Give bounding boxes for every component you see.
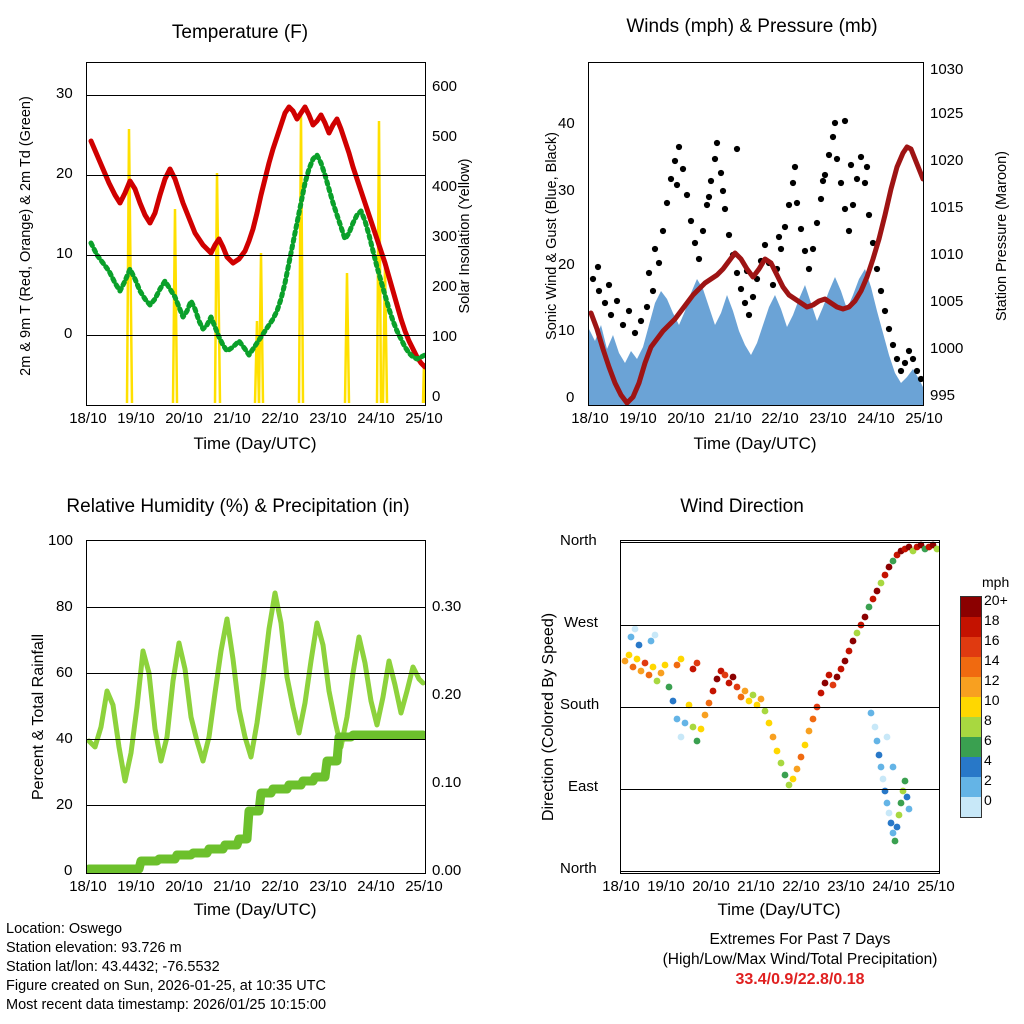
gridline xyxy=(87,255,425,256)
humidity-title: Relative Humidity (%) & Precipitation (in) xyxy=(66,496,410,517)
winds-ylabel-right: Station Pressure (Maroon) xyxy=(994,150,1010,322)
winddirection-ytick: North xyxy=(560,860,597,877)
winds-ylabel-left: Sonic Wind & Gust (Blue, Black) xyxy=(544,132,560,340)
gridline xyxy=(87,335,425,336)
winddirection-xtick: 21/10 xyxy=(737,878,775,895)
humidity-ytick-left: 20 xyxy=(56,796,73,813)
winds-ytick-right: 1015 xyxy=(930,199,964,216)
gridline xyxy=(621,625,939,626)
winddirection-title: Wind Direction xyxy=(680,496,804,517)
legend-label: 18 xyxy=(984,612,1000,628)
latlon-line: Station lat/lon: 43.4432; -76.5532 xyxy=(6,959,220,975)
winds-xlabel: Time (Day/UTC) xyxy=(693,434,817,453)
temperature-xtick: 22/10 xyxy=(261,410,299,427)
humidity-xtick: 22/10 xyxy=(261,878,299,895)
temperature-xtick: 21/10 xyxy=(213,410,251,427)
humidity-ytick-left: 0 xyxy=(64,862,73,879)
extremes-heading: Extremes For Past 7 Days xyxy=(709,931,891,948)
humidity-plot-area xyxy=(86,540,426,874)
extremes-values: 33.4/0.9/22.8/0.18 xyxy=(735,971,865,988)
temperature-ytick-right: 600 xyxy=(432,78,458,95)
winds-title: Winds (mph) & Pressure (mb) xyxy=(626,16,878,37)
gridline xyxy=(621,789,939,790)
winddirection-xtick: 24/10 xyxy=(872,878,910,895)
humidity-ytick-right: 0.10 xyxy=(432,774,462,791)
humidity-xtick: 23/10 xyxy=(309,878,347,895)
humidity-xtick: 25/10 xyxy=(405,878,443,895)
humidity-ytick-left: 60 xyxy=(56,664,73,681)
temperature-ytick-right: 400 xyxy=(432,178,458,195)
legend-label: 10 xyxy=(984,692,1000,708)
temperature-xtick: 18/10 xyxy=(69,410,107,427)
panel-winds xyxy=(512,0,1024,453)
temperature-ytick-left: 0 xyxy=(64,325,73,342)
humidity-ytick-right: 0.30 xyxy=(432,598,462,615)
panel-winddirection xyxy=(512,490,1024,919)
winddirection-xtick: 18/10 xyxy=(602,878,640,895)
winds-ytick-left: 0 xyxy=(566,389,575,406)
panel-temperature xyxy=(0,0,473,453)
extremes-subheading: (High/Low/Max Wind/Total Precipitation) xyxy=(662,951,938,968)
winds-series-svg xyxy=(589,63,923,405)
winddirection-ytick: West xyxy=(564,614,598,631)
temperature-title: Temperature (F) xyxy=(171,22,309,43)
temperature-xtick: 25/10 xyxy=(405,410,443,427)
humidity-series-svg xyxy=(87,541,425,873)
humidity-xlabel: Time (Day/UTC) xyxy=(193,900,317,919)
temperature-xtick: 19/10 xyxy=(117,410,155,427)
legend-label: 16 xyxy=(984,632,1000,648)
winds-xtick: 23/10 xyxy=(809,410,847,427)
winddirection-xtick: 25/10 xyxy=(917,878,955,895)
gridline xyxy=(87,805,425,806)
winds-ytick-left: 20 xyxy=(558,256,575,273)
gridline xyxy=(87,175,425,176)
temperature-ytick-right: 300 xyxy=(432,228,458,245)
legend-label: 6 xyxy=(984,732,992,748)
winds-xtick: 24/10 xyxy=(857,410,895,427)
humidity-xtick: 21/10 xyxy=(213,878,251,895)
temperature-xlabel: Time (Day/UTC) xyxy=(193,434,317,453)
gridline xyxy=(87,95,425,96)
winds-xtick: 19/10 xyxy=(619,410,657,427)
humidity-xtick: 18/10 xyxy=(69,878,107,895)
temperature-xtick: 23/10 xyxy=(309,410,347,427)
winds-ytick-right: 1025 xyxy=(930,105,964,122)
temperature-ytick-left: 10 xyxy=(56,245,73,262)
humidity-ytick-right: 0.00 xyxy=(432,862,462,879)
temperature-ytick-right: 200 xyxy=(432,278,458,295)
humidity-ytick-left: 40 xyxy=(56,730,73,747)
winddirection-plot-area xyxy=(620,540,940,874)
humidity-xtick: 19/10 xyxy=(117,878,155,895)
winddirection-ytick: East xyxy=(568,778,599,795)
legend-label: 14 xyxy=(984,652,1000,668)
recent-data-line: Most recent data timestamp: 2026/01/25 10:15:00 xyxy=(6,997,327,1013)
elevation-line: Station elevation: 93.726 m xyxy=(6,940,182,956)
temperature-ytick-left: 30 xyxy=(56,85,73,102)
temperature-ytick-right: 100 xyxy=(432,328,458,345)
figure-created-line: Figure created on Sun, 2026-01-25, at 10:35 UTC xyxy=(6,978,326,994)
legend-title: mph xyxy=(982,574,1010,590)
winddirection-xlabel: Time (Day/UTC) xyxy=(717,900,841,919)
winddirection-ytick: North xyxy=(560,532,597,549)
humidity-ytick-left: 100 xyxy=(48,532,74,549)
legend-label: 4 xyxy=(984,752,992,768)
winds-xtick: 21/10 xyxy=(714,410,752,427)
winds-ytick-left: 40 xyxy=(558,115,575,132)
winddirection-xtick: 20/10 xyxy=(692,878,730,895)
winds-plot-area xyxy=(588,62,924,406)
gridline xyxy=(621,707,939,708)
legend-label: 12 xyxy=(984,672,1000,688)
gridline xyxy=(87,607,425,608)
winds-ytick-left: 30 xyxy=(558,182,575,199)
humidity-xtick: 20/10 xyxy=(165,878,203,895)
winds-xtick: 22/10 xyxy=(761,410,799,427)
winds-ytick-left: 10 xyxy=(558,322,575,339)
temperature-ylabel-left: 2m & 9m T (Red, Orange) & 2m Td (Green) xyxy=(18,96,34,376)
winddirection-ytick: South xyxy=(560,696,600,713)
gridline xyxy=(87,739,425,740)
temperature-ytick-right: 500 xyxy=(432,128,458,145)
temperature-ytick-right: 0 xyxy=(432,388,441,405)
humidity-ytick-right: 0.20 xyxy=(432,686,462,703)
winddirection-xtick: 23/10 xyxy=(827,878,865,895)
winddirection-xtick: 19/10 xyxy=(647,878,685,895)
winds-ytick-right: 1030 xyxy=(930,61,964,78)
winds-ytick-right: 1000 xyxy=(930,340,964,357)
winds-ytick-right: 1010 xyxy=(930,246,964,263)
winds-ytick-right: 995 xyxy=(930,387,956,404)
winds-xtick: 25/10 xyxy=(905,410,943,427)
humidity-xtick: 24/10 xyxy=(357,878,395,895)
temperature-ylabel-right: Solar Insolation (Yellow) xyxy=(457,158,473,314)
legend-label: 8 xyxy=(984,712,992,728)
winds-xtick: 20/10 xyxy=(667,410,705,427)
legend-label: 20+ xyxy=(984,592,1008,608)
station-metadata xyxy=(6,920,326,1015)
panel-humidity xyxy=(0,490,470,919)
winds-xtick: 18/10 xyxy=(571,410,609,427)
gridline xyxy=(87,673,425,674)
legend-label: 0 xyxy=(984,792,992,808)
location-line: Location: Oswego xyxy=(6,921,123,937)
winds-ytick-right: 1005 xyxy=(930,293,964,310)
winddirection-xtick: 22/10 xyxy=(782,878,820,895)
humidity-ylabel-left: Percent & Total Rainfall xyxy=(30,634,47,801)
temperature-plot-area xyxy=(86,62,426,406)
gridline xyxy=(621,871,939,872)
legend-label: 2 xyxy=(984,772,992,788)
gridline xyxy=(621,542,939,543)
temperature-xtick: 24/10 xyxy=(357,410,395,427)
temperature-xtick: 20/10 xyxy=(165,410,203,427)
temperature-series-svg xyxy=(87,63,425,405)
winddirection-ylabel-left: Direction (Colored By Speed) xyxy=(540,612,557,822)
temperature-ytick-left: 20 xyxy=(56,165,73,182)
extremes-block xyxy=(600,930,1000,990)
winds-ytick-right: 1020 xyxy=(930,152,964,169)
humidity-ytick-left: 80 xyxy=(56,598,73,615)
